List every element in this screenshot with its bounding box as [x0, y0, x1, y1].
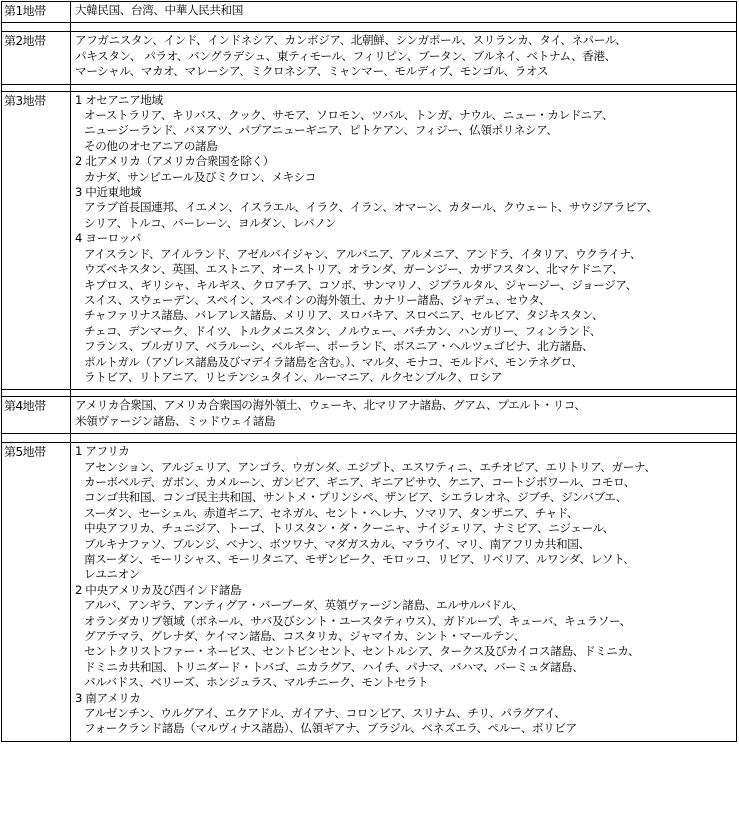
- country-list-line: キプロス、ギリシャ、キルギス、クロアチア、コソボ、サンマリノ、ジブラルタル、ジャージー、ジョージア、: [84, 277, 637, 292]
- zone-label: 第2地帯: [2, 32, 71, 84]
- country-list-line: レユニオン: [84, 567, 140, 582]
- spacer-cell: [2, 84, 71, 91]
- country-list-line: フランス、ブルガリア、ベラルーシ、ベルギー、ポーランド、ボスニア・ヘルツェゴビナ、北方諸島、: [84, 339, 594, 354]
- zone-label: 第3地帯: [2, 91, 71, 390]
- country-list-line: チャファリナス諸島、バレアレス諸島、メリリア、スロバキア、スロベニア、セルビア、タジキスタン、: [84, 308, 604, 323]
- country-list-line: アセンション、アルジェリア、アンゴラ、ウガンダ、エジプト、エスワティニ、エチオピア、エリトリア、ガーナ、: [84, 459, 656, 474]
- zone-label: 第4地帯: [2, 397, 71, 434]
- country-list-line: パキスタン、 パラオ、バングラデシュ、東ティモール、フィリピン、ブータン、ブルネイ、ベトナム、香港、: [75, 48, 616, 63]
- zone-countries: [71, 91, 737, 390]
- spacer-cell: [71, 23, 737, 32]
- country-list-line: グアテマラ、グレナダ、ケイマン諸島、コスタリカ、ジャマイカ、シント・マールテン、: [84, 629, 525, 644]
- zone-row: [2, 443, 737, 742]
- region-heading: 2 中央アメリカ及び西インド諸島: [75, 582, 242, 597]
- country-list-line: カナダ、サンピエール及びミクロン、メキシコ: [84, 169, 316, 184]
- country-list-line: ウズベキスタン、英国、エストニア、オーストリア、オランダ、ガーンジー、カザフスタン、北マケドニア、: [84, 262, 624, 277]
- zone-row: [2, 32, 737, 84]
- zone-countries: [71, 397, 737, 434]
- zone-row: [2, 2, 737, 23]
- zone-countries: [71, 443, 737, 742]
- region-heading: 4 ヨーロッパ: [75, 231, 141, 246]
- country-list-line: シリア、トルコ、バーレーン、ヨルダン、レバノン: [84, 215, 337, 230]
- region-heading: 2 北アメリカ（アメリカ合衆国を除く）: [75, 154, 274, 169]
- country-list-line: オランダカリブ領域（ボネール、サバ及びシント・ユースタティウス）、ガドループ、キューバ、キュラソー、: [84, 613, 631, 628]
- spacer-cell: [2, 434, 71, 443]
- country-list-line: チェコ、デンマーク、ドイツ、トルクメニスタン、ノルウェー、バチカン、ハンガリー、フィンランド、: [84, 323, 601, 338]
- country-list-line: 米領ヴァージン諸島、ミッドウェイ諸島: [75, 413, 276, 428]
- country-list-line: 南スーダン、モーリシャス、モーリタニア、モザンビーク、モロッコ、リビア、リベリア、ルワンダ、レソト、: [84, 552, 635, 566]
- country-list-line: 中央アフリカ、チュニジア、トーゴ、トリスタン・ダ・クーニャ、ナイジェリア、ナミビア、ニジェール、: [84, 521, 614, 536]
- country-list-line: アイスランド、アイルランド、アゼルバイジャン、アルバニア、アルメニア、アンドラ、イタリア、ウクライナ、: [84, 246, 642, 261]
- country-list-line: アルバ、アンギラ、アンティグア・バーブーダ、英領ヴァージン諸島、エルサルバドル、: [84, 598, 523, 613]
- country-list-line: その他のオセアニアの諸島: [84, 138, 218, 153]
- country-list-line: ニュージーランド、バヌアツ、パプアニューギニア、ピトケアン、フィジー、仏領ポリネシア、: [84, 123, 558, 138]
- country-list-line: フォークランド諸島（マルヴィナス諸島）、仏領ギアナ、ブラジル、ベネズエラ、ペルー、ボリビア: [84, 721, 577, 736]
- country-list-line: スーダン、セーシェル、赤道ギニア、セネガル、セント・ヘレナ、ソマリア、タンザニア、チャド、: [84, 505, 579, 520]
- country-list-line: カーボベルデ、ガボン、カメルーン、ガンビア、ギニア、ギニアビサウ、ケニア、コートジボワール、コモロ、: [84, 474, 635, 489]
- country-list-line: スイス、スウェーデン、スペイン、スペインの海外領土、カナリー諸島、ジャデュ、セウタ、: [84, 292, 551, 307]
- region-heading: 3 中近東地域: [75, 185, 142, 200]
- region-heading: 1 アフリカ: [75, 444, 130, 459]
- zone-countries: [71, 32, 737, 84]
- zone-spacer: [2, 23, 737, 32]
- zone-row: [2, 397, 737, 434]
- country-list-line: コンゴ共和国、コンゴ民主共和国、サントメ・プリンシペ、ザンビア、シエラレオネ、ジブチ、ジンバブエ、: [84, 490, 627, 505]
- country-list-line: ブルキナファソ、ブルンジ、ベナン、ボツワナ、マダガスカル、マラウイ、マリ、南アフリカ共和国、: [84, 536, 590, 551]
- zone-spacer: [2, 434, 737, 443]
- zone-spacer: [2, 390, 737, 397]
- country-list-line: アフガニスタン、インド、インドネシア、カンボジア、北朝鮮、シンガポール、スリランカ、タイ、ネパール、: [75, 33, 627, 48]
- zone-label: 第1地帯: [2, 2, 71, 23]
- country-list-line: マーシャル、マカオ、マレーシア、ミクロネシア、ミャンマー、モルディブ、モンゴル、ラオス: [75, 64, 549, 79]
- spacer-cell: [71, 84, 737, 91]
- country-list-line: セントクリストファー・ネービス、セントビンセント、セントルシア、タークス及びカイコス諸島、ドミニカ、: [84, 644, 640, 659]
- zone-spacer: [2, 84, 737, 91]
- country-list-line: ラトビア、リトアニア、リヒテンシュタイン、ルーマニア、ルクセンブルク、ロシア: [84, 369, 502, 384]
- country-list-line: 大韓民国、台湾、中華人民共和国: [75, 3, 243, 17]
- zone-countries: [71, 2, 737, 23]
- postal-zone-table: [1, 1, 737, 742]
- country-list-line: アルゼンチン、ウルグアイ、エクアドル、ガイアナ、コロンビア、スリナム、チリ、パラグアイ、: [84, 706, 566, 721]
- spacer-cell: [2, 23, 71, 32]
- country-list-line: アラブ首長国連邦、イエメン、イスラエル、イラク、イラン、オマーン、カタール、クウェート、サウジアラビア、: [84, 200, 658, 215]
- country-list-line: アメリカ合衆国、アメリカ合衆国の海外領土、ウェーキ、北マリアナ諸島、グアム、プエルト・リコ、: [75, 398, 586, 413]
- region-heading: 1 オセアニア地域: [75, 92, 163, 107]
- spacer-cell: [2, 390, 71, 397]
- zone-row: [2, 91, 737, 390]
- spacer-cell: [71, 434, 737, 443]
- region-heading: 3 南アメリカ: [75, 690, 141, 705]
- country-list-line: ポルトガル（アゾレス諸島及びマデイラ諸島を含む。）、マルタ、モナコ、モルドバ、モンテネグロ、: [84, 354, 583, 369]
- spacer-cell: [71, 390, 737, 397]
- country-list-line: オーストラリア、キリバス、クック、サモア、ソロモン、ツバル、トンガ、ナウル、ニュー・カレドニア、: [84, 108, 614, 123]
- country-list-line: ドミニカ共和国、トリニダード・トバゴ、ニカラグア、ハイチ、パナマ、バハマ、バーミュダ諸島、: [84, 659, 584, 674]
- zone-label: 第5地帯: [2, 443, 71, 742]
- country-list-line: バルバドス、ベリーズ、ホンジュラス、マルチニーク、モントセラト: [84, 675, 429, 690]
